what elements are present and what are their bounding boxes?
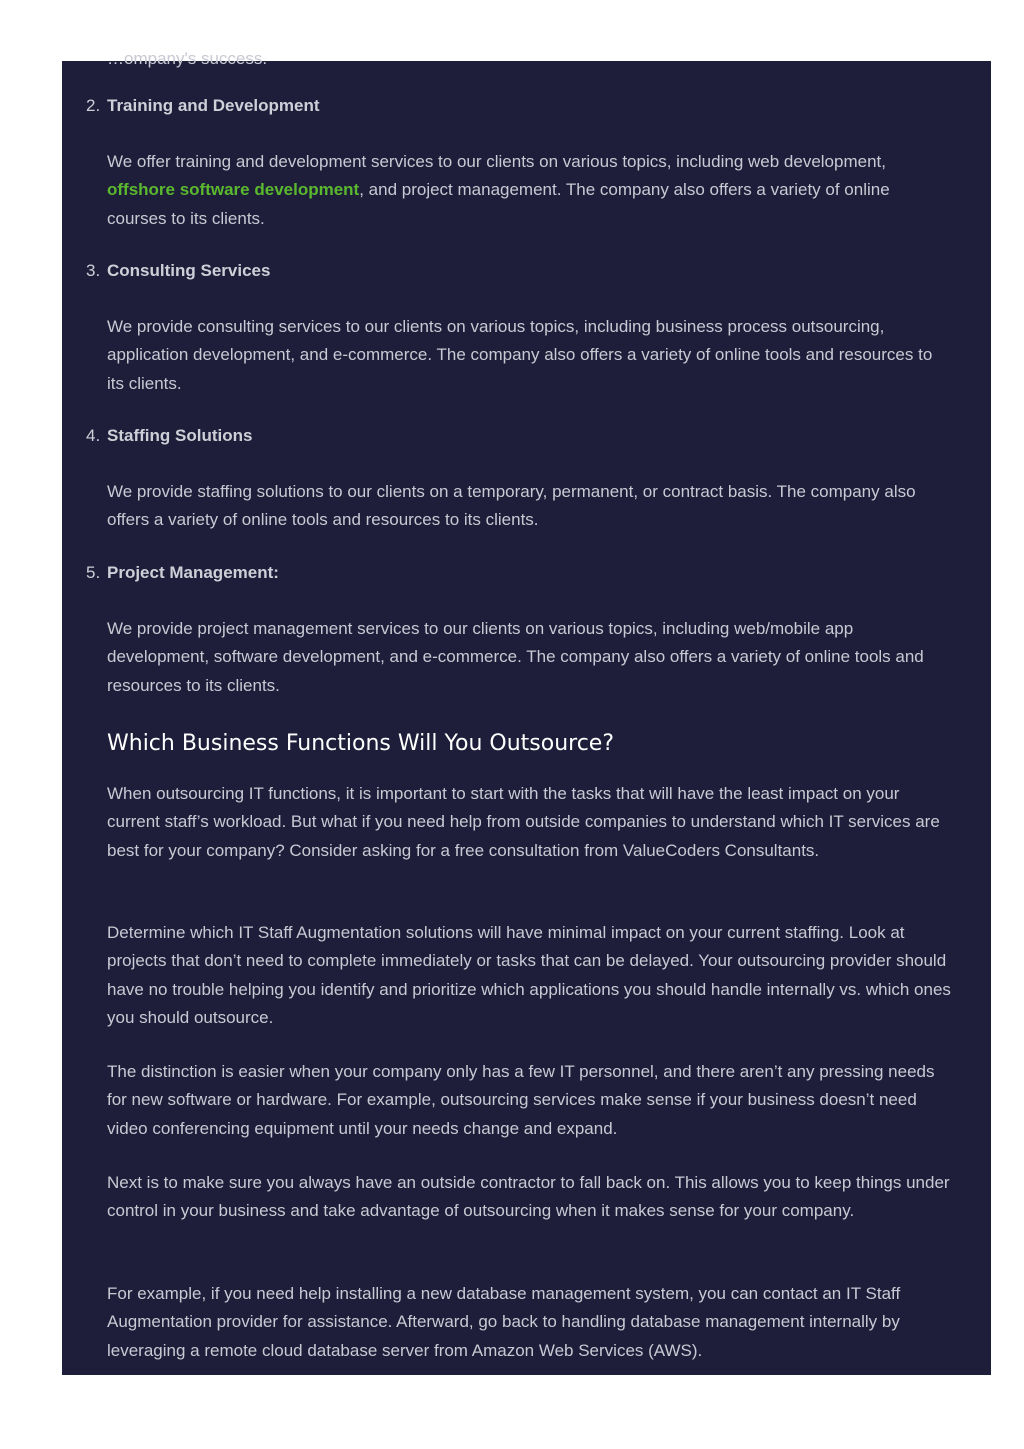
service-title bbox=[86, 94, 953, 118]
service-title-text: Consulting Services bbox=[107, 261, 271, 280]
service-description: We provide project management services to our clients on various topics, including web/mobile app development, software development, and e-commerce. The company also offers a variety of online tools and resources to its clients. bbox=[107, 619, 924, 695]
offshore-software-development-link[interactable]: offshore software development bbox=[107, 180, 360, 200]
list-number: 2. bbox=[86, 96, 101, 115]
list-number: 5. bbox=[86, 563, 101, 582]
service-title bbox=[86, 561, 953, 585]
service-description: We provide consulting services to our clients on various topics, including business process outsourcing, application development, and e-commerce. The company also offers a variety of online tools and resources to its clients. bbox=[107, 317, 933, 393]
section-paragraph: Next is to make sure you always have an outside contractor to fall back on. This allows you to keep things under control in your business and take advantage of outsourcing when it makes sense for your company. bbox=[107, 1173, 950, 1221]
service-title-text: Training and Development bbox=[107, 96, 320, 115]
service-description-text-continued: , and project management. The company also offers a variety of online courses to its clients. bbox=[107, 180, 890, 228]
section-heading: Which Business Functions Will You Outsource? bbox=[107, 731, 615, 756]
cutoff-text-line: …ompany's success. bbox=[107, 49, 268, 68]
service-item-training bbox=[86, 94, 953, 233]
service-title bbox=[86, 424, 953, 448]
list-number: 4. bbox=[86, 426, 101, 445]
service-description-text: We offer training and development services to our clients on various topics, including web development, bbox=[107, 152, 886, 171]
service-title-text: Staffing Solutions bbox=[107, 426, 253, 445]
section-paragraph: For example, if you need help installing a new database management system, you can contact an IT Staff Augmentation provider for assistance. Afterward, go back to handling database management internally by leveraging a remote cloud database server from Amazon Web Services (AWS). bbox=[107, 1284, 901, 1360]
service-item-project-management bbox=[86, 561, 953, 700]
service-description bbox=[107, 148, 953, 233]
article-content-panel bbox=[62, 49, 991, 1375]
section-paragraph: Determine which IT Staff Augmentation solutions will have minimal impact on your current staffing. Look at projects that don’t need to complete immediately or tasks that can be delayed. Your outsourcing provider should have no trouble helping you identify and prioritize which applications you should handle internally vs. which ones you should outsource. bbox=[107, 923, 951, 1028]
service-description: We provide staffing solutions to our clients on a temporary, permanent, or contract basis. The company also offers a variety of online tools and resources to its clients. bbox=[107, 482, 916, 530]
list-number: 3. bbox=[86, 261, 101, 280]
service-item-consulting bbox=[86, 259, 953, 398]
section-paragraph: When outsourcing IT functions, it is important to start with the tasks that will have the least impact on your current staff’s workload. But what if you need help from outside companies to understand which IT services are best for your company? Consider asking for a free consultation from ValueCoders Consultants. bbox=[107, 784, 940, 860]
service-title bbox=[86, 259, 953, 283]
service-title-text: Project Management: bbox=[107, 563, 279, 582]
section-paragraph: The distinction is easier when your company only has a few IT personnel, and there aren’t any pressing needs for new software or hardware. For example, outsourcing services make sense if your business doesn’t need video conferencing equipment until your needs change and expand. bbox=[107, 1062, 935, 1138]
service-item-staffing bbox=[86, 424, 953, 535]
